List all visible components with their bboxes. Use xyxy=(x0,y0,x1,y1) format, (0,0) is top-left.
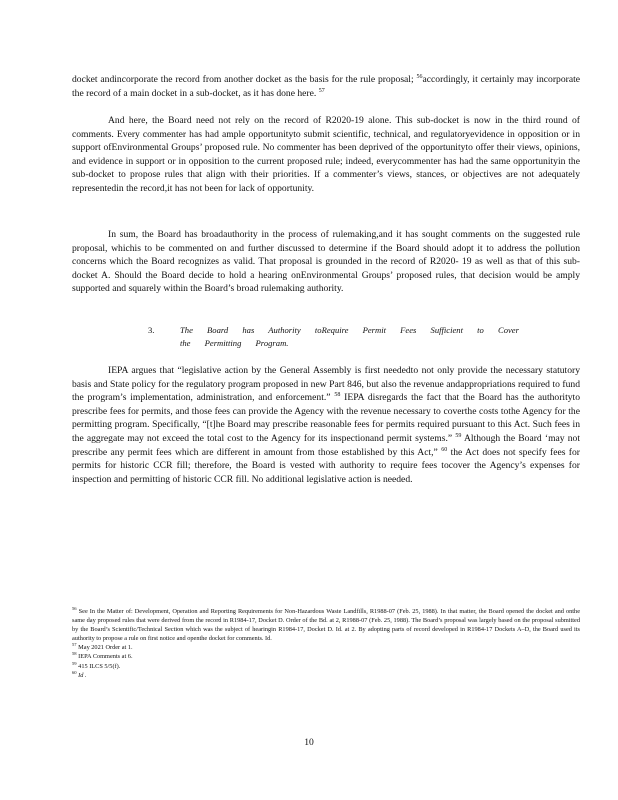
paragraph-continuation xyxy=(72,73,580,100)
section-number: 3. xyxy=(148,325,155,335)
footnotes-section xyxy=(72,607,580,680)
footnote-ref[interactable]: 56 xyxy=(416,73,423,80)
footnote-text: May 2021 Order at 1. xyxy=(78,644,133,652)
footnote-ref[interactable]: 58 xyxy=(334,392,341,398)
footnote-text: IEPA Comments at 6. xyxy=(78,653,133,661)
paragraph-text: Although the Board ‘may not prescribe any permit fees which are different in amount from those established by this Act,” xyxy=(72,432,581,458)
paragraph-sub-docket xyxy=(72,114,580,196)
footnote-ref[interactable]: 60 xyxy=(441,446,448,453)
footnote-ref[interactable]: 59 xyxy=(455,432,462,439)
footnote-59 xyxy=(72,662,580,671)
footnote-number: 59 xyxy=(72,660,77,666)
footnote-60 xyxy=(72,671,580,680)
footnote-ref[interactable]: 57 xyxy=(318,87,325,94)
paragraph-iepa-argument xyxy=(72,364,580,486)
paragraph-summary xyxy=(72,228,580,296)
footnote-number: 57 xyxy=(72,642,77,648)
footnote-text: See In the Matter of: Development, Operation and Reporting Requirements for Non-Hazardous Waste Landfills, R1988-07 (Feb. 25, 1988). In that matter, the Board opened the docket and onthe same day proposed rules that were derived from the record in R1984-17, Docket D. Order of the Bd. at 2, R1988-07 (Feb. 25, 1988). The Board’s proposal was largely based on the proposal submitted by the Board’s Scientific/Technical Section which was the subject of hearingin R1984-17, Docket D. Id. at 2. By adopting parts of record developed in R1984-17 Dockets A–D, the Board used its authority to propose a rule on first notice and openthe docket for comments. Id. xyxy=(72,608,580,643)
section-title: The Board has Authority toRequire Permit Fees Sufficient to Cover the Permitting Program. xyxy=(180,325,519,348)
paragraph-text: docket andincorporate the record from another docket as the basis for the rule proposal; xyxy=(72,74,414,85)
footnote-text: Id . xyxy=(78,671,87,679)
footnote-number: 58 xyxy=(72,651,77,657)
paragraph-text: IEPA argues that “legislative action by the General Assembly is first neededto not only provide the necessary statutory basis and State policy for the regulatory program proposed in new Part 846, but also the revenue andappropriations required to fund the program’s implementation, administration, and enforcement.” xyxy=(72,365,580,404)
paragraph-text: the Act does not specify fees for permits for historic CCR fill; therefore, the Board is vested with authority to require fees tocover the Agency’s expenses for inspection and permitting of historic CCR fill. No additional legislative action is needed. xyxy=(72,446,580,485)
footnote-57 xyxy=(72,643,580,652)
footnote-text: 415 ILCS 5/5(f). xyxy=(78,662,121,670)
footnote-58 xyxy=(72,652,580,661)
page-number: 10 xyxy=(304,737,314,748)
footnote-number: 60 xyxy=(72,669,77,675)
paragraph-text: accordingly, it certainly may incorporate the record of a main docket in a sub-docket, as it has done here. xyxy=(72,74,581,99)
footnote-56 xyxy=(72,607,580,643)
paragraph-text: In sum, the Board has broadauthority in the process of rulemaking,and it has sought comments on the suggested rule proposal, whichis to be commented on and further discussed to determine if the Board should adopt it to address the pollution concerns which the Board recognizes as valid. That proposal is grounded in the record of R2020- 19 as well as that of this sub-docket A. Should the Board decide to hold a hearing onEnvironmental Groups’ proposed rules, that decision would be amply supported and squarely within the Board’s broad rulemaking authority. xyxy=(72,229,580,295)
footnote-number: 56 xyxy=(72,605,77,611)
paragraph-text: IEPA disregards the fact that the Board has the authorityto prescribe fees for permits, and those fees can provide the Agency with the revenue necessary to coverthe costs tothe Agency for the permitting program. Specifically, “[t]he Board may prescribe reasonable fees for permits required pursuant to this Act. Such fees in the aggregate may not exceed the total cost to the Agency for its inspectionand permit systems.” xyxy=(72,392,580,444)
section-heading xyxy=(148,324,548,349)
paragraph-text: And here, the Board need not rely on the record of R2020-19 alone. This sub-docket is now in the third round of comments. Every commenter has had ample opportunityto submit scientific, technical, and regulatoryevidence in opposition or in support ofEnvironmental Groups’ proposed rule. No commenter has been deprived of the opportunityto offer their views, opinions, and evidence in support or in opposition to the current proposed rule; indeed, everycommenter has had the same opportunityin the sub-docket to propose rules that align with their priorities. If a commenter’s views, stances, or objectives are not adequately representedin the record,it has not been for lack of opportunity. xyxy=(72,115,580,194)
